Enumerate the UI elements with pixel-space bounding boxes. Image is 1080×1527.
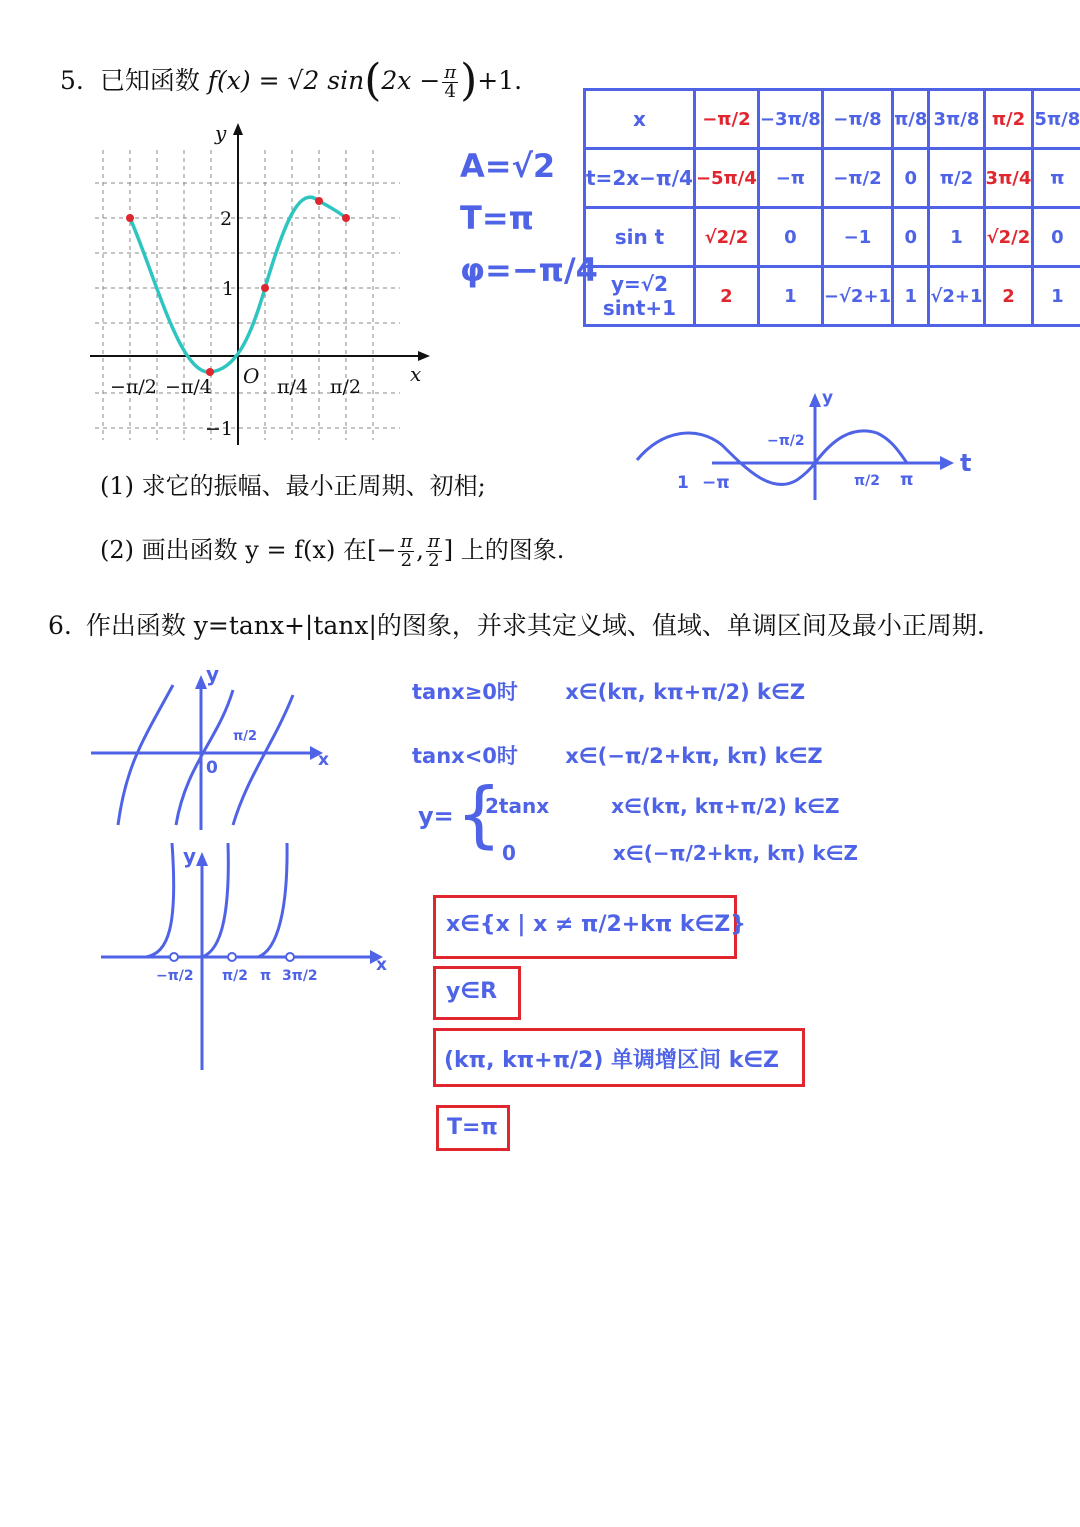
sketch6a-y-label: y — [206, 662, 220, 686]
q5-prefix: 已知函数 — [99, 66, 200, 95]
sketch6a-x-label: x — [318, 750, 329, 770]
q5-sub2-frac-b-den: 2 — [428, 550, 440, 571]
answer-range: y∈R — [446, 979, 498, 1004]
value-table-row-head: sin t — [585, 208, 695, 267]
sketch6a-branch — [118, 685, 173, 825]
q6-text: 作出函数 y=tanx+|tanx|的图象，并求其定义域、值域、单调区间及最小正周期. — [85, 611, 985, 640]
value-table-cell: 0 — [893, 149, 929, 208]
work6-case2-cond: tanx<0时 — [412, 744, 518, 768]
q5-formula-right: +1. — [477, 66, 523, 95]
value-table-cell: √2+1 — [929, 267, 984, 326]
graph5-point — [126, 214, 134, 222]
value-table-cell: 0 — [893, 208, 929, 267]
q5-formula-left: f(x) = √2 sin — [207, 66, 365, 95]
sketch6b-tick: −π/2 — [156, 968, 194, 984]
value-table — [583, 88, 1080, 327]
value-table-cell: 2 — [984, 267, 1033, 326]
graph5-point — [206, 368, 214, 376]
work6-piece2-expr: 0 — [502, 841, 516, 865]
sketch5-y-label: y — [822, 388, 834, 408]
work6-case1-cond: tanx≥0时 — [412, 680, 518, 704]
answer-domain: x∈{x | x ≠ π/2+kπ k∈Z} — [446, 912, 746, 937]
q5-paren-right: ) — [460, 55, 478, 106]
notes5-phase: φ=−π/4 — [460, 251, 598, 289]
work6-brace: { — [456, 772, 502, 856]
graph5 — [85, 115, 445, 445]
graph5-point — [342, 214, 350, 222]
graph5-y-tick-2: 2 — [220, 208, 233, 230]
q5-sub2-frac-a — [398, 533, 414, 570]
value-table-cell: 3π/8 — [929, 90, 984, 149]
sketch6b-tick: π/2 — [222, 968, 248, 984]
notes5 — [460, 140, 598, 296]
q5-sub2-frac-a-num: π — [400, 531, 413, 552]
value-table-cell: π/2 — [984, 90, 1033, 149]
q5-frac-num: π — [444, 62, 457, 83]
graph5-x-tick-neg-half-pi: −π/2 — [110, 376, 157, 398]
value-table-cell: 3π/4 — [984, 149, 1033, 208]
graph5-x-label: x — [410, 362, 422, 386]
answer-monotonic-box — [433, 1028, 805, 1087]
value-table-cell: −π — [758, 149, 822, 208]
answer-domain-box — [433, 895, 746, 959]
notes5-amplitude: A=√2 — [460, 147, 556, 185]
notes5-period: T=π — [460, 199, 534, 237]
work6-piece2 — [502, 841, 858, 865]
sketch5-neg-half-pi: −π/2 — [767, 433, 805, 449]
work6-case2-range: x∈(−π/2+kπ, kπ) k∈Z — [565, 744, 823, 768]
value-table-cell: π/8 — [893, 90, 929, 149]
sketch6a — [88, 662, 348, 835]
sketch6b-tick: 3π/2 — [282, 968, 318, 984]
value-table-cell: π/2 — [929, 149, 984, 208]
q5-number: 5. — [60, 66, 84, 95]
value-table-cell: −π/2 — [822, 149, 892, 208]
q5-sub2 — [100, 530, 564, 570]
answer-range-box — [433, 966, 521, 1020]
graph5-point — [315, 197, 323, 205]
value-table-cell: 1 — [1033, 267, 1080, 326]
value-table-cell: π — [1033, 149, 1080, 208]
value-table-cell: 2 — [694, 267, 758, 326]
graph5-y-tick-neg1: −1 — [205, 418, 234, 440]
sketch6b — [98, 838, 398, 1073]
graph5-y-tick-1: 1 — [222, 278, 235, 300]
answer-monotonic: (kπ, kπ+π/2) 单调增区间 k∈Z — [444, 1048, 779, 1073]
q5-inner: 2x − — [381, 66, 441, 95]
graph5-origin: O — [243, 364, 260, 388]
sketch6b-tick: π — [260, 968, 272, 984]
q5-sub2-frac-b — [426, 533, 442, 570]
q5-sub2-suffix: ] 上的图象. — [443, 536, 565, 564]
value-table-cell: −π/8 — [822, 90, 892, 149]
sketch6b-branch — [146, 843, 174, 957]
value-table-cell: 5π/8 — [1033, 90, 1080, 149]
value-table-cell: 1 — [929, 208, 984, 267]
sketch5 — [632, 385, 982, 505]
q6-statement — [48, 606, 985, 642]
work6-case1-range: x∈(kπ, kπ+π/2) k∈Z — [565, 680, 806, 704]
graph5-x-tick-neg-quarter-pi: −π/4 — [165, 376, 212, 398]
sketch5-t-label: t — [960, 449, 972, 477]
q5-fraction — [442, 64, 458, 101]
sketch6a-tick: π/2 — [233, 729, 258, 744]
sketch6a-origin: 0 — [206, 758, 218, 778]
q5-statement — [60, 55, 522, 106]
graph5-point — [261, 284, 269, 292]
graph5-y-label: y — [215, 121, 227, 145]
work6-case1 — [412, 676, 805, 706]
value-table-cell: 1 — [758, 267, 822, 326]
sketch5-tick-pi: π — [900, 470, 914, 490]
value-table-row-head: y=√2 sint+1 — [585, 267, 695, 326]
sketch6b-x-label: x — [376, 955, 387, 975]
sketch6a-branch — [233, 695, 293, 825]
value-table-cell: 0 — [758, 208, 822, 267]
value-table-row-head: x — [585, 90, 695, 149]
work6-piece1-expr: 2tanx — [485, 794, 550, 818]
value-table-cell: √2/2 — [984, 208, 1033, 267]
answer-period-box — [436, 1105, 510, 1151]
q6-number: 6. — [48, 611, 72, 640]
value-table-cell: 0 — [1033, 208, 1080, 267]
value-table-row — [585, 90, 1080, 149]
value-table-cell: −√2+1 — [822, 267, 892, 326]
q5-sub2-frac-a-den: 2 — [400, 550, 413, 571]
work6-case2 — [412, 740, 823, 770]
value-table-cell: −π/2 — [694, 90, 758, 149]
q5-sub2-frac-b-num: π — [427, 531, 440, 552]
work6-piece2-range: x∈(−π/2+kπ, kπ) k∈Z — [612, 841, 859, 865]
sketch6a-branch — [176, 690, 233, 825]
sketch5-tick-one: 1 — [677, 473, 689, 493]
value-table-cell: −1 — [822, 208, 892, 267]
answer-period: T=π — [447, 1115, 498, 1140]
value-table-row — [585, 267, 1080, 326]
q5-frac-den: 4 — [444, 81, 456, 102]
q5-sub2-prefix: (2) 画出函数 y = f(x) 在[− — [100, 536, 397, 564]
graph5-x-tick-half-pi: π/2 — [330, 376, 361, 398]
q5-sub2-comma: , — [416, 536, 424, 564]
value-table-row — [585, 208, 1080, 267]
value-table-cell: 1 — [893, 267, 929, 326]
sketch6b-branch — [202, 843, 228, 957]
q5-paren-left: ( — [364, 55, 382, 106]
sketch6b-y-label: y — [183, 844, 197, 868]
work6-y-eq: y= — [418, 802, 454, 830]
work6-piece1 — [485, 794, 840, 818]
q5-sub1: (1) 求它的振幅、最小正周期、初相; — [100, 472, 486, 500]
sketch5-tick-neg-pi: −π — [702, 473, 730, 493]
sketch6b-branch — [258, 843, 287, 957]
graph5-x-tick-quarter-pi: π/4 — [277, 376, 308, 398]
value-table-cell: −3π/8 — [758, 90, 822, 149]
work6-piece1-range: x∈(kπ, kπ+π/2) k∈Z — [611, 794, 840, 818]
value-table-cell: √2/2 — [694, 208, 758, 267]
sketch5-tick-half-pi: π/2 — [854, 473, 880, 489]
value-table-row-head: t=2x−π/4 — [585, 149, 695, 208]
value-table-row — [585, 149, 1080, 208]
value-table-cell: −5π/4 — [694, 149, 758, 208]
